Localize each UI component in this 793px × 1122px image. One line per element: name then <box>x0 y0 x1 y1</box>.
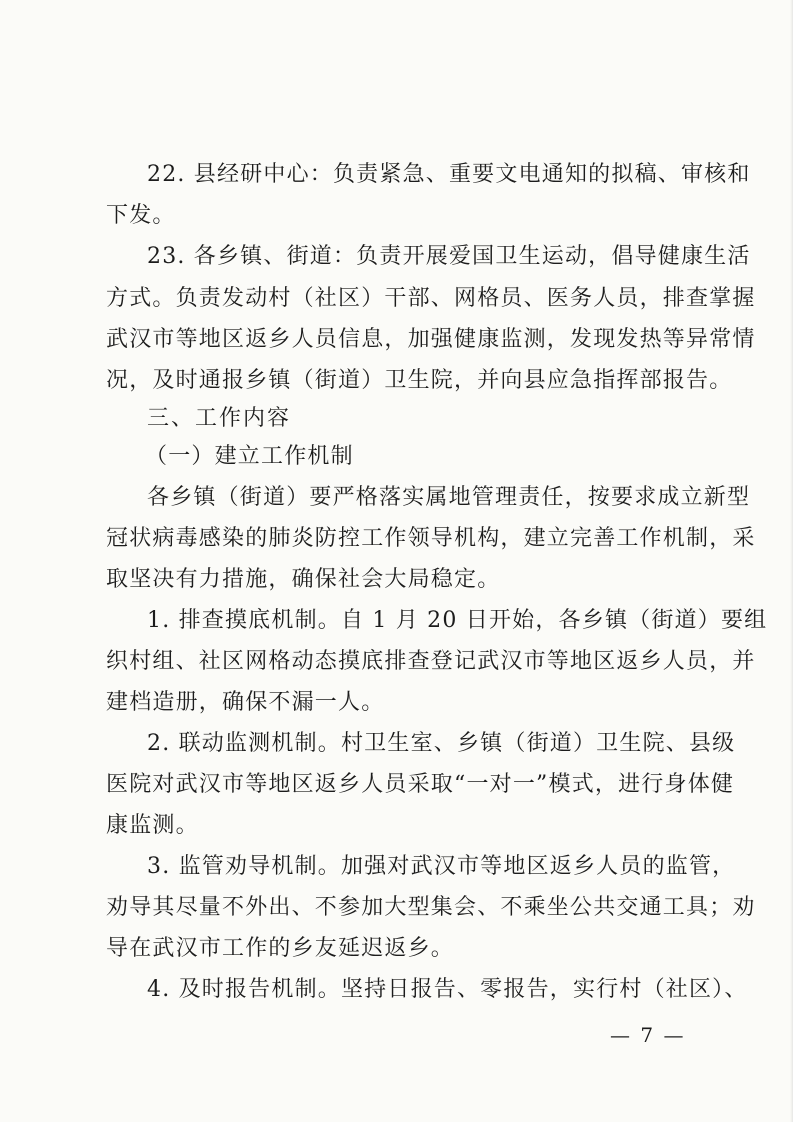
text-line: 取坚决有力措施，确保社会大局稳定。 <box>106 567 501 592</box>
text-line: 下发。 <box>106 203 176 228</box>
text-line: 况，及时通报乡镇（街道）卫生院，并向县应急指挥部报告。 <box>106 368 733 393</box>
text-line: 22. 县经研中心：负责紧急、重要文电通知的拟稿、审核和 <box>147 162 751 187</box>
text-line: 23. 各乡镇、街道：负责开展爱国卫生运动，倡导健康生活 <box>147 244 751 269</box>
text-line: 导在武汉市工作的乡友延迟返乡。 <box>106 936 455 961</box>
text-line: 方式。负责发动村（社区）干部、网格员、医务人员，排查掌握 <box>106 286 756 311</box>
text-line: 康监测。 <box>106 813 199 838</box>
text-line: 建档造册，确保不漏一人。 <box>106 690 385 715</box>
section-heading: 三、工作内容 <box>147 406 292 431</box>
text-line: 各乡镇（街道）要严格落实属地管理责任，按要求成立新型 <box>147 485 751 510</box>
text-line: 医院对武汉市等地区返乡人员采取“一对一”模式，进行身体健 <box>106 772 735 797</box>
page-number: — 7 — <box>610 1023 686 1047</box>
text-line: 冠状病毒感染的肺炎防控工作领导机构，建立完善工作机制，采 <box>106 526 756 551</box>
text-line: 劝导其尽量不外出、不参加大型集会、不乘坐公共交通工具；劝 <box>106 895 756 920</box>
text-line: 4. 及时报告机制。坚持日报告、零报告，实行村（社区）、 <box>147 977 748 1002</box>
text-line: 1. 排查摸底机制。自 1 月 20 日开始，各乡镇（街道）要组 <box>147 608 768 633</box>
text-line: 2. 联动监测机制。村卫生室、乡镇（街道）卫生院、县级 <box>147 731 736 756</box>
text-line: 武汉市等地区返乡人员信息，加强健康监测，发现发热等异常情 <box>106 327 756 352</box>
text-line: 3. 监管劝导机制。加强对武汉市等地区返乡人员的监管， <box>147 854 736 879</box>
subsection-heading: （一）建立工作机制 <box>145 444 354 469</box>
text-line: 织村组、社区网格动态摸底排查登记武汉市等地区返乡人员，并 <box>106 649 756 674</box>
